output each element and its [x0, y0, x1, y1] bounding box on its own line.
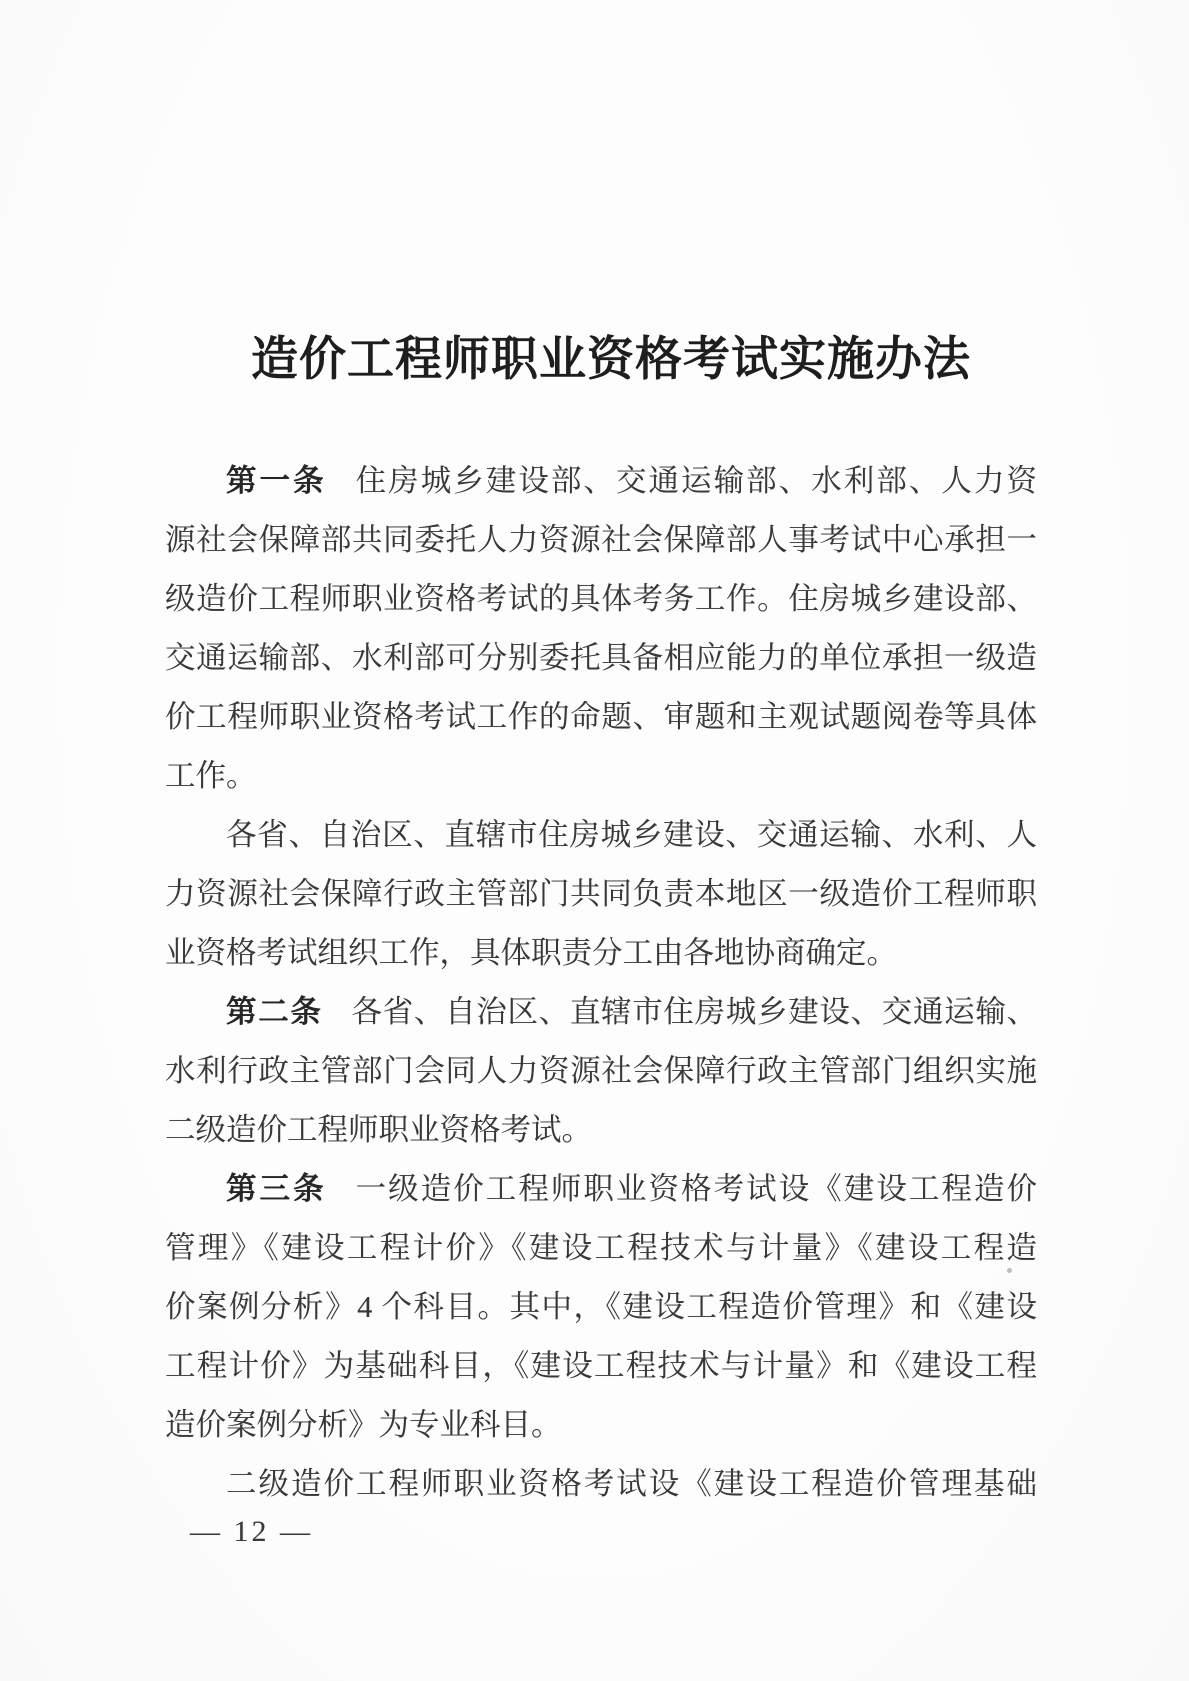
text-line-article-2 [165, 983, 1037, 1042]
text-line-content: 工作。 [165, 759, 257, 793]
text-line-article-1 [165, 452, 1037, 511]
text-line-content: 价工程师职业资格考试工作的命题、审题和主观试题阅卷等具体 [165, 700, 1037, 734]
text-line [165, 629, 1037, 688]
text-line-content: 住房城乡建设部、交通运输部、水利部、人力资 [355, 464, 1038, 498]
text-line-content: 级造价工程师职业资格考试的具体考务工作。住房城乡建设部、 [165, 582, 1037, 616]
text-line [165, 1219, 1037, 1278]
text-line [165, 865, 1037, 924]
document-body [165, 452, 1037, 1514]
text-line [165, 1101, 1037, 1160]
text-line-article-3 [165, 1160, 1037, 1219]
text-line [165, 1455, 1037, 1514]
text-line-content: 水利行政主管部门会同人力资源社会保障行政主管部门组织实施 [165, 1054, 1037, 1088]
text-line [165, 1042, 1037, 1101]
text-line [165, 688, 1037, 747]
article-3-label: 第三条 [226, 1172, 327, 1206]
text-line-content: 价案例分析》4 个科目。其中，《建设工程造价管理》和《建设 [165, 1290, 1037, 1324]
text-line-content: 力资源社会保障行政主管部门共同负责本地区一级造价工程师职 [165, 877, 1037, 911]
text-line-content: 二级造价工程师职业资格考试设《建设工程造价管理基础 [226, 1467, 1037, 1501]
text-line-content: 一级造价工程师职业资格考试设《建设工程造价 [355, 1172, 1038, 1206]
text-line-content: 管理》《建设工程计价》《建设工程技术与计量》《建设工程造 [165, 1231, 1037, 1265]
article-1-label: 第一条 [226, 464, 327, 498]
text-line [165, 1396, 1037, 1455]
article-2-label: 第二条 [226, 995, 323, 1029]
text-line-content: 工程计价》为基础科目，《建设工程技术与计量》和《建设工程 [165, 1349, 1037, 1383]
text-line [165, 747, 1037, 806]
text-line [165, 924, 1037, 983]
text-line [165, 570, 1037, 629]
text-line [165, 1337, 1037, 1396]
text-line-content: 二级造价工程师职业资格考试。 [165, 1113, 592, 1147]
text-line-content: 造价案例分析》为专业科目。 [165, 1408, 562, 1442]
scan-speck [1007, 1268, 1012, 1273]
text-line-content: 交通运输部、水利部可分别委托具备相应能力的单位承担一级造 [165, 641, 1037, 675]
text-line-content: 源社会保障部共同委托人力资源社会保障部人事考试中心承担一 [165, 523, 1037, 557]
text-line-content: 各省、自治区、直辖市住房城乡建设、交通运输、水利、人 [226, 818, 1037, 852]
document-title: 造价工程师职业资格考试实施办法 [251, 334, 971, 386]
text-line [165, 806, 1037, 865]
text-line [165, 1278, 1037, 1337]
text-line-content: 各省、自治区、直辖市住房城乡建设、交通运输、 [351, 995, 1038, 1029]
text-line-content: 业资格考试组织工作，具体职责分工由各地协商确定。 [165, 936, 897, 970]
text-line [165, 511, 1037, 570]
page-number: — 12 — [190, 1515, 313, 1548]
